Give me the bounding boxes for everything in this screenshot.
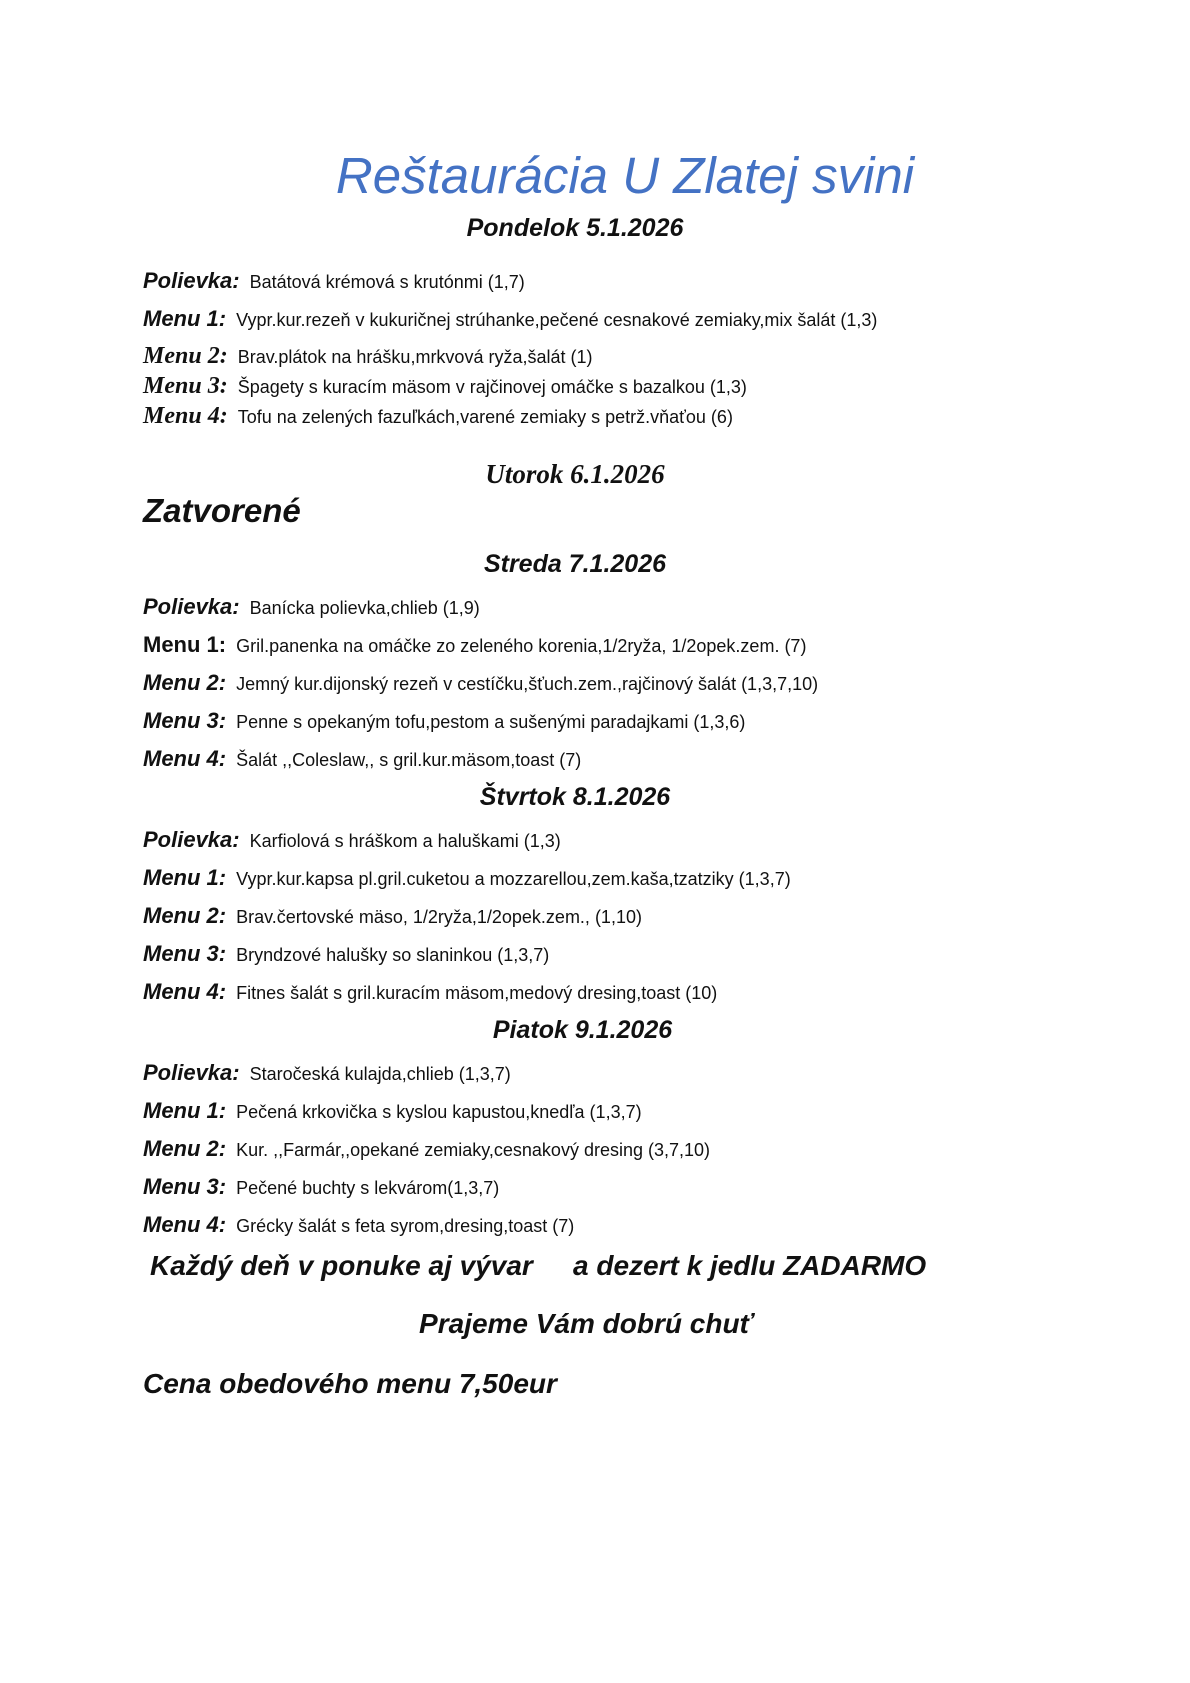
dish-text: Bryndzové halušky so slaninkou (1,3,7) (236, 945, 550, 965)
menu-label: Menu 4: (143, 1212, 227, 1237)
menu-row (143, 1060, 511, 1086)
day-heading-monday: Pondelok 5.1.2026 (466, 214, 684, 242)
dish-text: Šalát ,,Coleslaw,, s gril.kur.mäsom,toast (7) (236, 750, 582, 770)
menu-row (143, 670, 818, 696)
restaurant-title: Reštaurácia U Zlatej svini (335, 147, 915, 204)
menu-row (143, 979, 717, 1005)
menu-row (143, 373, 747, 400)
menu-label: Menu 4: (143, 746, 227, 771)
menu-row (143, 1136, 710, 1162)
dish-text: Grécky šalát s feta syrom,dresing,toast (7) (236, 1216, 575, 1236)
day-heading-wednesday: Streda 7.1.2026 (483, 550, 667, 578)
menu-price: Cena obedového menu 7,50eur (143, 1368, 557, 1399)
menu-row (143, 708, 745, 734)
dish-text: Pečené buchty s lekvárom(1,3,7) (236, 1178, 500, 1198)
menu-row (143, 403, 733, 430)
menu-label: Menu 1: (143, 306, 227, 331)
day-heading-tuesday: Utorok 6.1.2026 (485, 459, 665, 489)
menu-label: Menu 4: (143, 403, 228, 429)
dish-text: Staročeská kulajda,chlieb (1,3,7) (249, 1064, 511, 1084)
dish-text: Gril.panenka na omáčke zo zeleného korenia,1/2ryža, 1/2opek.zem. (7) (236, 636, 807, 656)
menu-row (143, 343, 592, 370)
menu-row (143, 1174, 499, 1200)
daily-offer-soup: Každý deň v ponuke aj vývar (150, 1250, 533, 1281)
dish-text: Pečená krkovička s kyslou kapustou,knedľa (1,3,7) (236, 1102, 642, 1122)
menu-label: Menu 1: (143, 865, 227, 890)
menu-label: Menu 3: (143, 373, 228, 399)
soup-label: Polievka: (143, 827, 240, 852)
menu-row (143, 1212, 574, 1238)
soup-label: Polievka: (143, 268, 240, 293)
soup-label: Polievka: (143, 594, 240, 619)
menu-row (143, 632, 806, 658)
menu-label: Menu 4: (143, 979, 227, 1004)
dish-text: Karfiolová s hráškom a haluškami (1,3) (249, 831, 561, 851)
dish-text: Batátová krémová s krutónmi (1,7) (249, 272, 525, 292)
menu-label: Menu 2: (143, 903, 227, 928)
menu-label: Menu 1: (143, 1098, 227, 1123)
menu-label: Menu 1: (143, 632, 227, 657)
menu-label: Menu 3: (143, 708, 227, 733)
dish-text: Kur. ,,Farmár,,opekané zemiaky,cesnakový dresing (3,7,10) (236, 1140, 711, 1160)
menu-label: Menu 3: (143, 941, 227, 966)
menu-row (143, 903, 642, 929)
dish-text: Vypr.kur.kapsa pl.gril.cuketou a mozzarellou,zem.kaša,tzatziky (1,3,7) (236, 869, 791, 889)
dish-text: Banícka polievka,chlieb (1,9) (249, 598, 480, 618)
menu-row (143, 746, 581, 772)
dish-text: Fitnes šalát s gril.kuracím mäsom,medový dresing,toast (10) (236, 983, 718, 1003)
daily-offer-dessert: a dezert k jedlu ZADARMO (573, 1250, 927, 1281)
dish-text: Brav.čertovské mäso, 1/2ryža,1/2opek.zem., (1,10) (236, 907, 642, 927)
dish-text: Tofu na zelených fazuľkách,varené zemiaky s petrž.vňaťou (6) (237, 407, 733, 427)
menu-row (143, 865, 791, 891)
dish-text: Špagety s kuracím mäsom v rajčinovej omáčke s bazalkou (1,3) (237, 377, 747, 397)
dish-text: Penne s opekaným tofu,pestom a sušenými paradajkami (1,3,6) (236, 712, 746, 732)
menu-label: Menu 2: (143, 670, 227, 695)
bon-appetit: Prajeme Vám dobrú chuť (419, 1308, 753, 1339)
menu-row (143, 306, 877, 332)
menu-label: Menu 2: (143, 1136, 227, 1161)
menu-label: Menu 2: (143, 343, 228, 369)
dish-text: Brav.plátok na hrášku,mrkvová ryža,šalát (1) (237, 347, 593, 367)
day-heading-friday: Piatok 9.1.2026 (492, 1016, 673, 1044)
menu-row (143, 941, 549, 967)
dish-text: Vypr.kur.rezeň v kukuričnej strúhanke,pečené cesnakové zemiaky,mix šalát (1,3) (236, 310, 878, 330)
menu-row (143, 1098, 642, 1124)
menu-row (143, 268, 525, 294)
menu-label: Menu 3: (143, 1174, 227, 1199)
menu-row (143, 594, 480, 620)
dish-text: Jemný kur.dijonský rezeň v cestíčku,šťuch.zem.,rajčinový šalát (1,3,7,10) (236, 674, 819, 694)
soup-label: Polievka: (143, 1060, 240, 1085)
menu-row (143, 827, 561, 853)
day-heading-thursday: Štvrtok 8.1.2026 (479, 783, 671, 811)
closed-notice: Zatvorené (143, 492, 301, 529)
